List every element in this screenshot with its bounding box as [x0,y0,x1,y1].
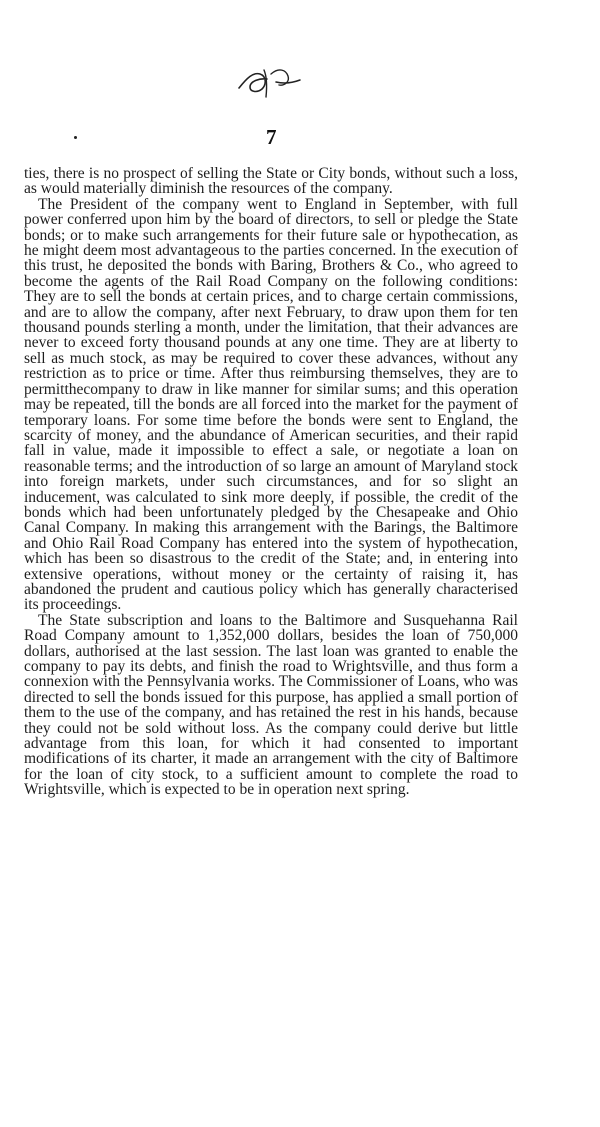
paragraph: The State subscription and loans to the Baltimore and Susquehanna Rail Road Company amount to 1,352,000 dollars, besides the loan of 750,000 dollars, authorised at the last session. The last loan was granted to enable the company to pay its debts, and finish the road to Wrightsville, and thus form a connexion with the Pennsylvania works. The Commissioner of Loans, who was directed to sell the bonds issued for this purpose, has applied a small portion of them to the use of the company, and has retained the rest in his hands, because they could not be sold without loss. As the company could derive but little advantage from this loan, for which it had consented to important modifications of its charter, it made an arrangement with the city of Baltimore for the loan of city stock, to a sufficient amount to complete the road to Wrightsville, which is expected to be in operation next spring. [24,611,518,799]
body-text [24,166,518,798]
ink-dot [74,136,77,139]
handwritten-signature [233,62,303,102]
page-number: 7 [266,125,277,149]
paragraph: The President of the company went to England in September, with full power conferred upon him by the board of directors, to sell or pledge the State bonds; or to make such arrangements for their future sale or hypothecation, as he might deem most advantageous to the parties concerned. In the execution of this trust, he deposited the bonds with Baring, Brothers & Co., who agreed to become the agents of the Rail Road Company on the following conditions: They are to sell the bonds at certain prices, and to charge certain commissions, and are to allow the company, after next February, to draw upon them for ten thousand pounds sterling a month, under the limitation, that their advances are never to exceed forty thousand pounds at any one time. They are at liberty to sell as much stock, as may be required to cover these advances, without any restriction as to price or time. After thus reimbursing themselves, they are to permitthecompany to draw in like manner for similar sums; and this operation may be repeated, till the bonds are all forced into the market for the payment of temporary loans. For some time before the bonds were sent to England, the scarcity of money, and the abundance of American securities, and their rapid fall in value, made it impossible to effect a sale, or negotiate a loan on reasonable terms; and the introduction of so large an amount of Maryland stock into foreign markets, under such circumstances, and for so slight an inducement, was calculated to sink more deeply, if possible, the credit of the bonds which had been unfortunately pledged by the Chesapeake and Ohio Canal Company. In making this arrangement with the Barings, the Baltimore and Ohio Rail Road Company has entered into the system of hypothecation, which has been so disastrous to the credit of the State; and, in entering into extensive operations, without money or the certainty of raising it, has abandoned the prudent and cautious policy which has generally characterised its proceedings. [24,195,518,614]
paragraph: ties, there is no prospect of selling the State or City bonds, without such a loss, as would materially diminish the resources of the company. [24,165,518,198]
